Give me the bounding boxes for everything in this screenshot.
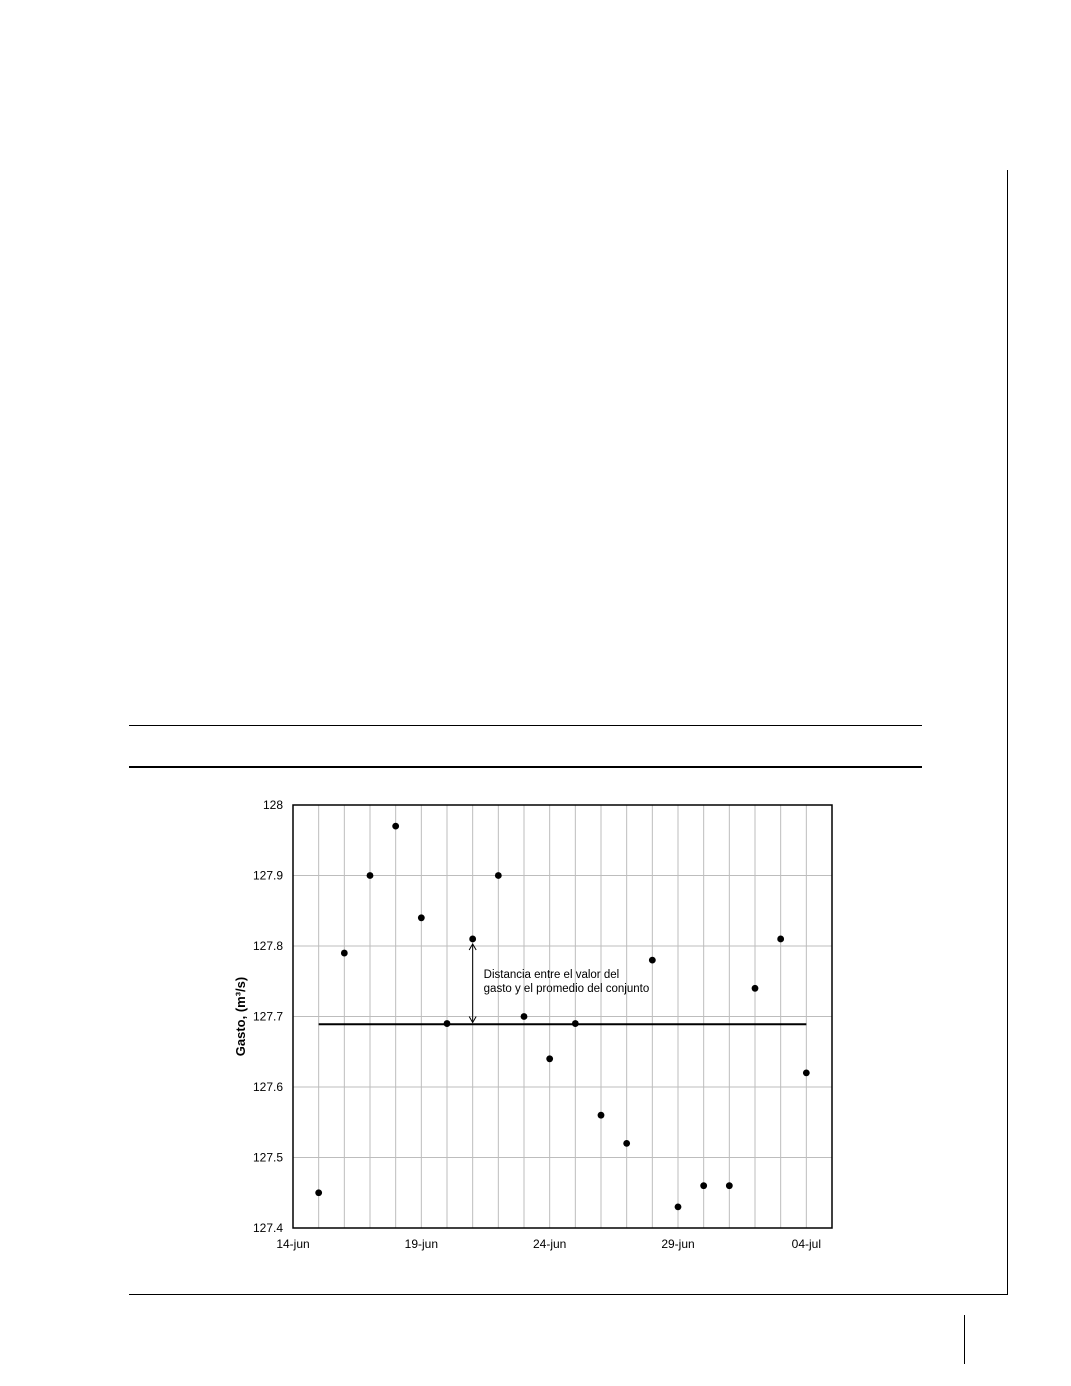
x-tick-label: 04-jul: [791, 1237, 822, 1251]
data-point: [623, 1140, 630, 1147]
data-point: [803, 1070, 810, 1077]
y-axis-title: Gasto, (m³/s): [233, 976, 248, 1057]
y-tick-label: 127.4: [252, 1221, 283, 1235]
data-point: [341, 950, 348, 957]
y-tick-label: 127.6: [252, 1080, 283, 1094]
data-point: [752, 985, 759, 992]
annotation-text-line: gasto y el promedio del conjunto: [483, 983, 650, 995]
gridlines: [293, 805, 832, 1228]
x-tick-label: 19-jun: [404, 1237, 439, 1251]
x-tick-labels: [276, 1237, 821, 1251]
x-tick-label: 29-jun: [661, 1237, 695, 1251]
data-point: [521, 1013, 528, 1020]
annotation-text-line: Distancia entre el valor del: [483, 969, 620, 981]
y-tick-label: 128: [262, 798, 283, 812]
data-point: [675, 1203, 682, 1210]
y-tick-label: 127.9: [252, 868, 283, 883]
data-point: [392, 823, 399, 830]
data-point: [598, 1112, 605, 1119]
data-point: [418, 914, 425, 921]
data-point: [367, 872, 374, 879]
annotation-group: [469, 944, 649, 1023]
data-point: [495, 872, 502, 879]
x-tick-label: 14-jun: [276, 1237, 310, 1251]
data-point: [546, 1055, 553, 1062]
data-point: [700, 1182, 707, 1189]
data-point: [649, 957, 656, 964]
y-tick-label: 127.5: [252, 1150, 283, 1165]
y-tick-label: 127.8: [252, 939, 283, 953]
data-point: [315, 1189, 322, 1196]
data-point: [469, 936, 476, 943]
x-tick-label: 24-jun: [532, 1237, 567, 1251]
y-tick-label: 127.7: [252, 1009, 283, 1024]
data-point: [572, 1020, 579, 1027]
data-point: [444, 1020, 451, 1027]
data-point: [726, 1182, 733, 1189]
data-point: [777, 936, 784, 943]
y-tick-labels: [253, 798, 283, 1235]
